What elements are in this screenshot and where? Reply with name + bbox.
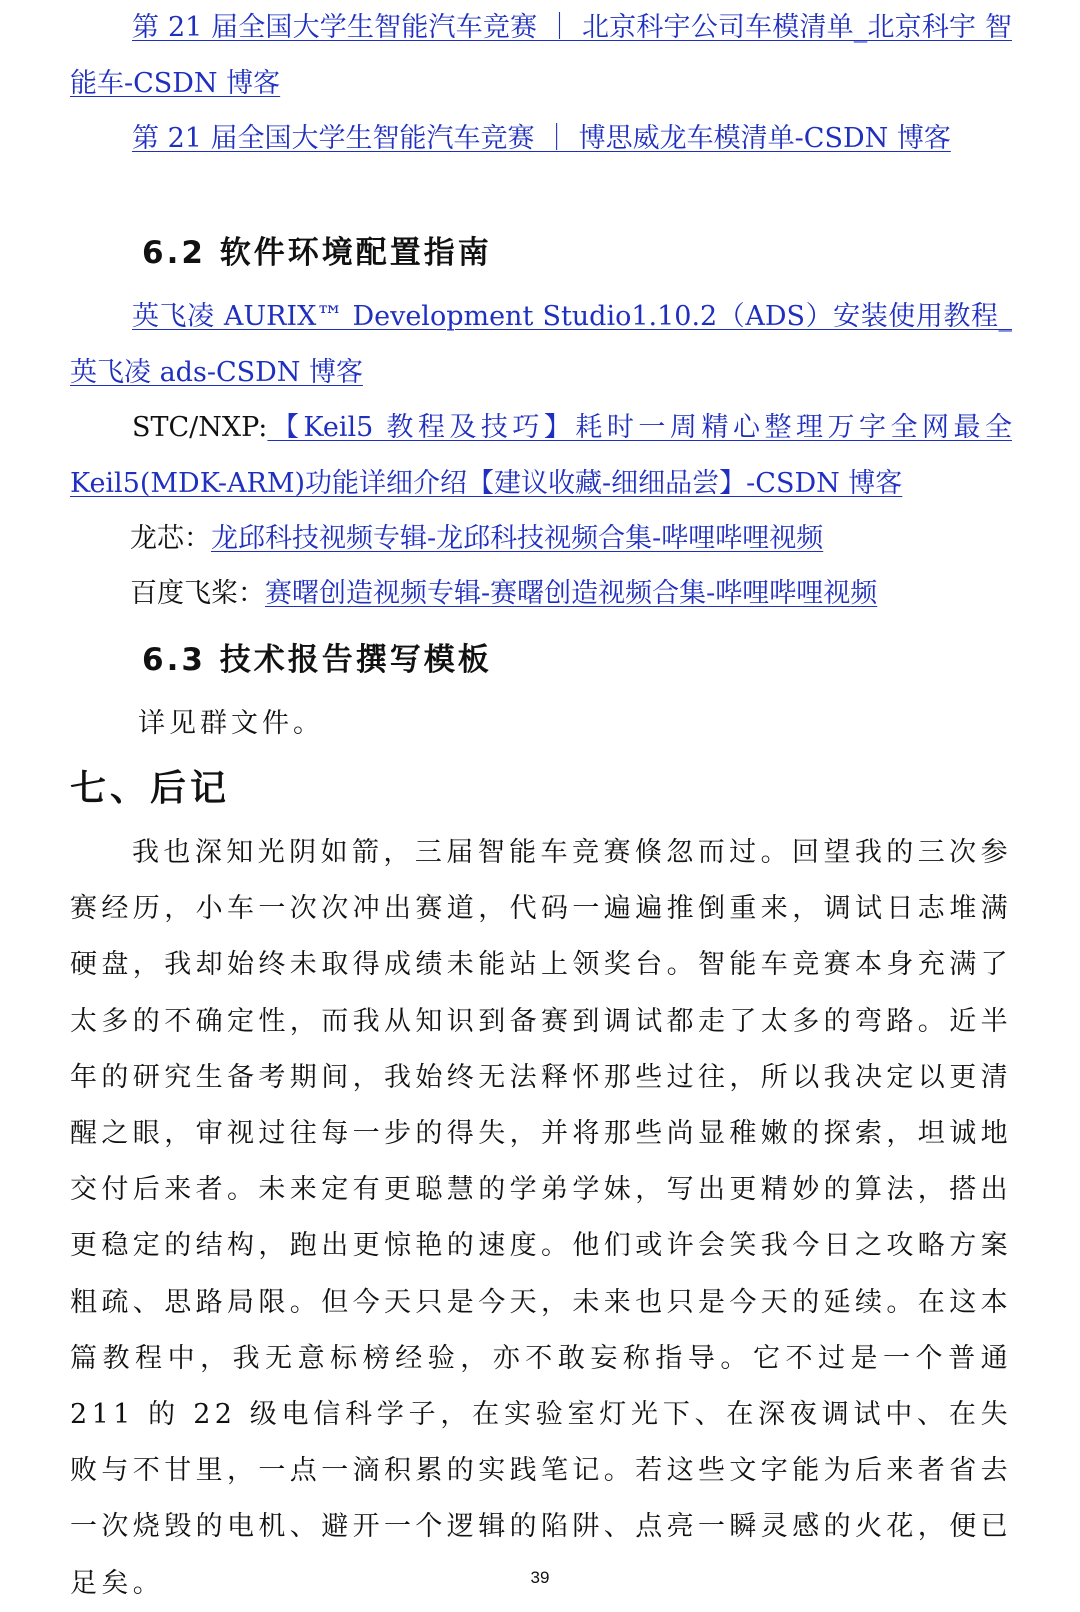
keil-paragraph [70,400,1012,512]
stc-prefix-label: STC/NXP: [132,412,268,443]
link-saishu-videos[interactable]: 赛曙创造视频专辑-赛曙创造视频合集-哔哩哔哩视频 [265,578,878,609]
baidu-prefix-label: 百度飞桨： [130,578,265,609]
link-paragraph-kyu [70,0,1012,112]
link-longqiu-videos[interactable]: 龙邱科技视频专辑-龙邱科技视频合集-哔哩哔哩视频 [211,523,824,554]
link-beijing-keyu-list[interactable]: 第 21 届全国大学生智能汽车竞赛 ｜ 北京科宇公司车模清单_北京科宇 智能车-CSDN 博客 [70,12,1012,99]
postscript-body: 我也深知光阴如箭，三届智能车竞赛倏忽而过。回望我的三次参赛经历，小车一次次冲出赛道，代码一遍遍推倒重来，调试日志堆满硬盘，我却始终未取得成绩未能站上领奖台。智能车竞赛本身充满了太多的不确定性，而我从知识到备赛到调试都走了太多的弯路。近半年的研究生备考期间，我始终无法释怀那些过往，所以我决定以更清醒之眼，审视过往每一步的得失，并将那些尚显稚嫩的探索，坦诚地交付后来者。未来定有更聪慧的学弟学妹，写出更精妙的算法，搭出更稳定的结构，跑出更惊艳的速度。他们或许会笑我今日之攻略方案粗疏、思路局限。但今天只是今天，未来也只是今天的延续。在这本篇教程中，我无意标榜经验，亦不敢妄称指导。它不过是一个普通 211 的 22 级电信科学子，在实验室灯光下、在深夜调试中、在失败与不甘里，一点一滴积累的实践笔记。若这些文字能为后来者省去一次烧毁的电机、避开一个逻辑的陷阱、点亮一瞬灵感的火花，便已足矣。 [70,837,1012,1599]
page-number: 39 [530,1568,550,1587]
link-keil5-tutorial[interactable]: 【Keil5 教程及技巧】耗时一周精心整理万字全网最全 Keil5(MDK-ARM)功能详细介绍【建议收藏-细细品尝】-CSDN 博客 [70,412,1012,499]
section-7-heading: 七、后记 [70,768,231,809]
baidu-paragraph [130,574,877,614]
link-paragraph-bosiwei [70,111,1012,167]
section-6-2-heading: 6.2 软件环境配置指南 [142,235,492,271]
link-bosiwei-list[interactable]: 第 21 届全国大学生智能汽车竞赛 ｜ 博思威龙车模清单-CSDN 博客 [132,123,951,154]
longxin-paragraph [130,519,823,559]
link-ads-tutorial[interactable]: 英飞凌 AURIX™ Development Studio1.10.2（ADS）安装使用教程_英飞凌 ads-CSDN 博客 [70,301,1012,388]
ads-paragraph [70,289,1012,401]
section-6-3-heading: 6.3 技术报告撰写模板 [142,642,492,678]
longxin-prefix-label: 龙芯： [130,523,211,554]
see-group-files-text: 详见群文件。 [138,708,324,739]
